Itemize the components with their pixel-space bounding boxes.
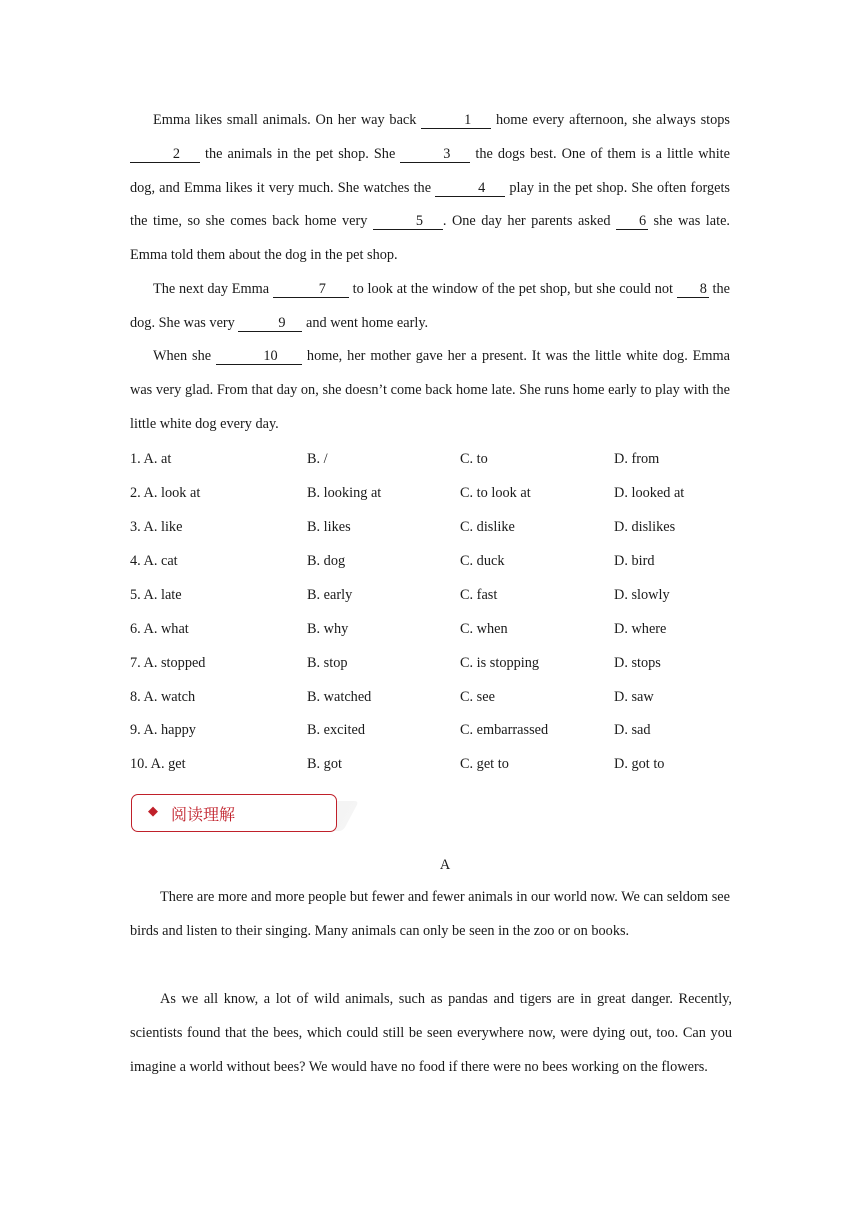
question-row-7 — [130, 655, 750, 675]
option-d: D. saw — [614, 689, 654, 705]
blank-10: 10 — [216, 348, 302, 365]
text-run: home, her mother gave her a present. It was the little white dog. Emma was very glad. From that day on, she doesn’t come back home late. She runs home early to play with the little white dog every day. — [130, 348, 730, 432]
option-b: B. watched — [307, 689, 372, 705]
blank-1: 1 — [421, 112, 491, 129]
question-row-8 — [130, 689, 750, 709]
reading-paragraph-1: There are more and more people but fewer and fewer animals in our world now. We can seldom see birds and listen to their singing. Many animals can only be seen in the zoo or on books. — [130, 889, 730, 939]
text-run: the dogs best. One of them is a little white dog, and Emma likes it very much. She watches the — [130, 145, 730, 196]
reading-paragraph-2: As we all know, a lot of wild animals, such as pandas and tigers are in great danger. Recently, scientists found that the bees, which could still be seen everywhere now, were dying out, too. Can you imagine a world without bees? We would have no food if there were no bees working on the flowers. — [130, 991, 732, 1075]
option-a: 6. A. what — [130, 621, 189, 637]
question-row-1 — [130, 451, 750, 471]
section-header — [131, 794, 337, 832]
text-run: the dog. She was very — [130, 281, 730, 331]
option-b: B. got — [307, 756, 342, 772]
blank-6: 6 — [616, 213, 648, 230]
option-b: B. / — [307, 451, 328, 467]
text-run: When she — [153, 348, 217, 364]
blank-7: 7 — [273, 281, 349, 298]
text-run: The next day Emma — [153, 281, 273, 297]
question-row-3 — [130, 519, 750, 539]
cloze-paragraph-3 — [130, 340, 730, 441]
option-d: D. dislikes — [614, 519, 676, 535]
option-a: 4. A. cat — [130, 553, 178, 569]
passage-label: A — [439, 857, 451, 873]
cloze-paragraph-1 — [130, 104, 730, 273]
option-c: C. fast — [460, 587, 498, 603]
option-c: C. dislike — [460, 519, 515, 535]
option-d: D. got to — [614, 756, 665, 772]
blank-9: 9 — [238, 315, 302, 332]
option-b: B. excited — [307, 722, 365, 738]
option-c: C. duck — [460, 553, 505, 569]
blank-4: 4 — [435, 180, 505, 197]
section-title: 阅读理解 — [171, 805, 236, 824]
blank-8: 8 — [677, 281, 709, 298]
text-run: play in the pet shop. She often forgets the time, so she comes back home very — [130, 179, 731, 230]
blank-3: 3 — [400, 146, 470, 163]
option-d: D. slowly — [614, 587, 670, 603]
option-c: C. when — [460, 621, 508, 637]
option-c: C. get to — [460, 756, 509, 772]
text-run: she was late. Emma told them about the dog in the pet shop. — [130, 213, 731, 264]
text-run: and went home early. — [302, 314, 429, 331]
option-b: B. likes — [307, 519, 351, 535]
cloze-paragraph-2 — [130, 273, 730, 341]
option-d: D. bird — [614, 553, 655, 569]
question-row-10 — [130, 756, 750, 776]
question-row-6 — [130, 621, 750, 641]
option-c: C. is stopping — [460, 655, 540, 671]
option-d: D. where — [614, 621, 667, 637]
option-a: 9. A. happy — [130, 722, 196, 738]
option-c: C. embarrassed — [460, 722, 549, 738]
text-run: . One day her parents asked — [442, 213, 617, 230]
text-run: home every afternoon, she always stops — [491, 112, 730, 128]
question-row-9 — [130, 722, 750, 742]
diamond-bullet-icon: ◆ — [148, 804, 158, 819]
text-run: Emma likes small animals. On her way back — [153, 112, 422, 128]
option-d: D. from — [614, 451, 660, 467]
option-b: B. early — [307, 587, 353, 603]
option-d: D. looked at — [614, 485, 685, 501]
question-row-4 — [130, 553, 750, 573]
option-c: C. see — [460, 689, 495, 705]
option-b: B. stop — [307, 655, 348, 671]
option-d: D. sad — [614, 722, 651, 738]
option-a: 2. A. look at — [130, 485, 201, 501]
option-c: C. to look at — [460, 485, 531, 501]
option-b: B. why — [307, 621, 349, 637]
question-row-5 — [130, 587, 750, 607]
option-b: B. looking at — [307, 485, 382, 501]
blank-5: 5 — [373, 213, 443, 230]
question-row-2 — [130, 485, 750, 505]
option-a: 1. A. at — [130, 451, 172, 467]
option-a: 8. A. watch — [130, 689, 196, 705]
blank-2: 2 — [130, 146, 200, 163]
option-d: D. stops — [614, 655, 661, 671]
option-c: C. to — [460, 451, 488, 467]
option-a: 7. A. stopped — [130, 655, 206, 671]
option-a: 5. A. late — [130, 587, 182, 603]
text-run: to look at the window of the pet shop, but she could not — [348, 281, 677, 297]
text-run: the animals in the pet shop. She — [200, 145, 401, 162]
option-a: 3. A. like — [130, 519, 183, 535]
option-b: B. dog — [307, 553, 346, 569]
option-a: 10. A. get — [130, 756, 186, 772]
